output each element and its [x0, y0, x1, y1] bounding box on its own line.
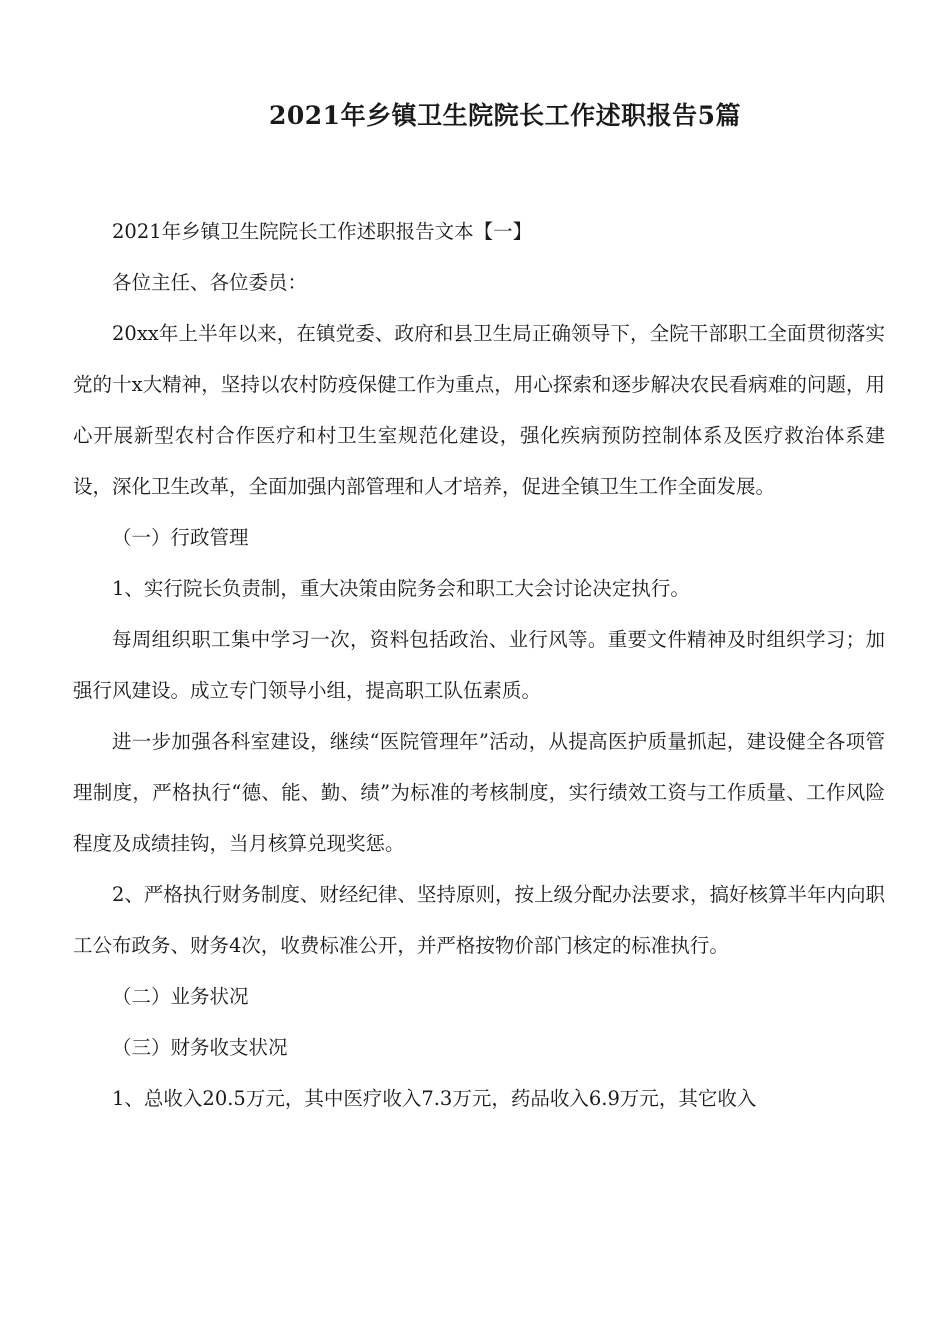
- paragraph: 20xx年上半年以来，在镇党委、政府和县卫生局正确领导下，全院干部职工全面贯彻落实党的十x大精神，坚持以农村防疫保健工作为重点，用心探索和逐步解决农民看病难的问题，用心开展新型农村合作医疗和村卫生室规范化建设，强化疾病预防控制体系及医疗救治体系建设，深化卫生改革，全面加强内部管理和人才培养，促进全镇卫生工作全面发展。: [73, 322, 885, 498]
- document-title: 2021年乡镇卫生院院长工作述职报告5篇: [269, 101, 741, 130]
- paragraph: 每周组织职工集中学习一次，资料包括政治、业行风等。重要文件精神及时组织学习；加强行风建设。成立专门领导小组，提高职工队伍素质。: [73, 628, 885, 702]
- paragraph: 1、总收入20.5万元，其中医疗收入7.3万元，药品收入6.9万元，其它收入: [112, 1087, 757, 1110]
- subsection-heading: （一）行政管理: [112, 526, 249, 549]
- salutation: 各位主任、各位委员：: [112, 271, 308, 294]
- paragraph: 2、严格执行财务制度、财经纪律、坚持原则，按上级分配办法要求，搞好核算半年内向职工公布政务、财务4次，收费标准公开，并严格按物价部门核定的标准执行。: [73, 883, 885, 957]
- subsection-heading: （二）业务状况: [112, 985, 249, 1008]
- document-body: [73, 206, 885, 1124]
- section-heading: 2021年乡镇卫生院院长工作述职报告文本【一】: [112, 220, 533, 243]
- paragraph: 1、实行院长负责制，重大决策由院务会和职工大会讨论决定执行。: [112, 577, 690, 600]
- paragraph: 进一步加强各科室建设，继续“医院管理年”活动，从提高医护质量抓起，建设健全各项管理制度，严格执行“德、能、勤、绩”为标准的考核制度，实行绩效工资与工作质量、工作风险程度及成绩挂钩，当月核算兑现奖惩。: [73, 730, 885, 855]
- subsection-heading: （三）财务收支状况: [112, 1036, 288, 1059]
